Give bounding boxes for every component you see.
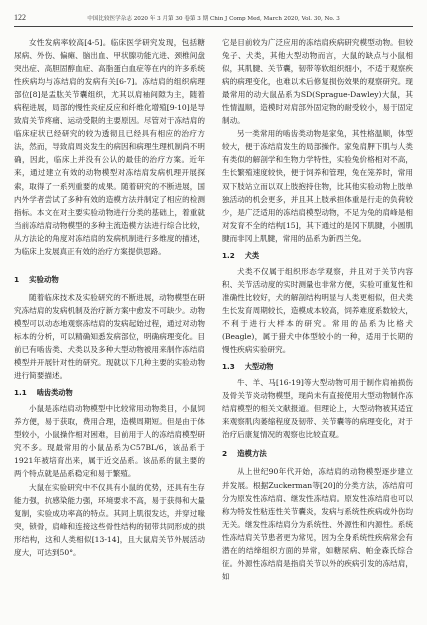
section-title: 造模方法 [237,449,267,459]
body-paragraph: 另一类常用的啮齿类动物是家兔，其性格温顺，体型较大，便于冻结肩发生的局部操作。家兔肩胛下肌与人类有类似的解剖学和生物力学特性，实验兔价格相对不高，生长繁殖速度较快，便于饲养和管理，兔在笼养时，常用双下肢站立而以双上肢抱持住物，比其他实验动物上肢单独活动的机会更多，并且其上肢承担体重是行走的负荷较少，是广泛适用的冻结肩模型动物，不足为兔的肩峰是相对发育不全的结构[15]，其下通过的是冈下肌腱，小圆肌腱而非冈上肌腱，常用的品系为新西兰兔。 [222,129,413,243]
body-paragraph: 随着临床技术及实验研究的不断进展，动物模型在研究冻结肩的发病机制及治疗新方案中愈发不可缺少。动物模型可以动态地观察冻结肩的发病起始过程，通过对动物标本的分析，可以精确知悉发病部位，明确病理变化。目前已有啮齿类、犬类以及多种大型动物被用来制作冻结肩模型并开展针对性的研究。现就以下几种主要的实验动物进行简要描述。 [14,292,205,381]
subsection-number: 1.2 [222,250,235,260]
body-paragraph: 从上世纪90年代开始，冻结肩的动物模型逐步建立并发展。根据Zuckerman等[20]的分类方法，冻结肩可分为原发性冻结肩、继发性冻结肩。原发性冻结肩也可以称为特发性粘连性关节囊炎，发病与系统性疾病或外伤均无关。继发性冻结肩分为系统性、外源性和内源性。系统性冻结肩关节患者更为常见，因为全身系统性疾病常会有潜在的结缔组织方面的异常，如糖尿病、帕金森氏综合征。外源性冻结肩是指肩关节以外的疾病引发的冻结肩，如 [222,467,413,581]
page-number: 122 [14,13,26,22]
left-column [14,36,205,559]
body-paragraph: 它是目前较为广泛应用的冻结肩疾病研究模型动物。但较兔子、犬类，其他大型动物而言，大鼠的缺点与小鼠相似，其肌腱、关节囊，韧带等软组织细小，不适于观察疾病的病理变化，也难以术后修复损伤效果的观察研究。现最常用的动大鼠品系为SD(Sprague-Dawley)大鼠，其性情温顺，造模时对肩部外固定物的耐受较小，易于固定制动。 [222,38,413,126]
right-column [222,36,413,583]
journal-running-title: 中国比较医学杂志 2020 年 3 月第 30 卷第 3 期 Chin J Comp Med, March 2020, Vol. 30, No. 3 [87,16,340,22]
section-title: 实验动物 [29,274,59,284]
subsection-heading-1-2 [222,249,413,262]
body-paragraph: 犬类不仅属于组织形态学观察，并且对于关节内容积、关节活动度的实时测量也非常方便，实验可重复性和准确性比较好，犬的解剖结构明显与人类更相似，但犬类生长发育周期较长，造模成本较高，饲养难度系数较大，不利于进行大样本的研究。常用的品系为比格犬(Beagle)，属于猎犬中体型较小的一种，适用于长期的慢性疾病实验研究。 [222,266,413,355]
subsection-number: 1.1 [14,388,27,398]
body-paragraph: 牛、羊、马[16-19]等大型动物可用于制作肩袖损伤及骨关节炎动物模型，现尚未有直接使用大型动物制作冻结肩模型的相关文献报道。但理论上，大型动物被其适宜来观察肌肉萎缩程度及韧带、关节囊等的病理变化，对于治疗后康复情况的观察也比较直观。 [222,378,413,440]
subsection-title: 犬类 [244,250,260,260]
subsection-number: 1.3 [222,362,235,372]
page-header [14,10,413,27]
body-paragraph: 小鼠是冻结肩动物模型中比较常用动物类目，小鼠饲养方便，易于获取，费用合理，造模周期短。但是由于体型较小，小鼠操作相对困难，目前用于人的冻结肩模型研究不多。现最常用的小鼠品系为C57BL/6，该品系于1921年被培育出来，属于近交品系。该品系的鼠主要的两个特点就是品系稳定和易于繁殖。 [14,404,205,479]
section-number: 2 [222,449,228,459]
section-heading-2 [222,447,413,460]
subsection-title: 啮齿类动物 [36,388,73,398]
subsection-heading-1-3 [222,360,413,373]
section-number: 1 [14,274,20,284]
subsection-title: 大型动物 [244,362,274,372]
body-paragraph: 大鼠在实验研究中不仅具有小鼠的优势，还具有生存能力强，抗感染能力强，环境要求不高，易于获得和大量复制，实验成功率高的特点。其同上肌很发达，并穿过喙突，锁骨，肩峰和连接这些骨性结构的韧带共同形成的拱形结构，这和人类相似[13-14]，且大鼠肩关节外展活动度大，可达到50°。 [14,482,205,557]
subsection-heading-1-1 [14,386,205,399]
intro-paragraph: 女性发病率较高[4-5]。临床医学研究发现，包括糖尿病、外伤、偏瘫、脑出血、甲状腺功能亢进、颈椎间盘突出症、高胆固醇血症、高脂蛋白血症等在内的许多系统性疾病均与冻结肩的发病有关[6-7]。冻结肩的组织病理部位[8]是盂肱关节囊组织，尤其以肩袖间隙为主，随着病程进展，局部的慢性炎症反应和纤维化增殖[9-10]是导致肩关节疼痛、运动受限的主要原因。尽管对于冻结肩的临床症状已经研究的较为透彻且已经具有相应的治疗方法，然而，导致肩周炎发生的病因和病理生理机制尚不明确，因此，临床上并没有公认的最佳的治疗方案。近年来，通过建立有效的动物模型对冻结肩发病机理开展探索，取得了一系列重要的成果。随着研究的不断进展，国内外学者尝试了多种有效的造模方法并制定了相应的检测指标。本文在对主要实验动物进行分类的基础上，着重就当前冻结肩动物模型的多种主流造模方法进行综合比较，从方法论的角度对冻结肩的发病机制进行多维度的描述，为临床上发展真正有效的治疗方案提供思路。 [14,38,205,256]
section-heading-1 [14,273,205,286]
